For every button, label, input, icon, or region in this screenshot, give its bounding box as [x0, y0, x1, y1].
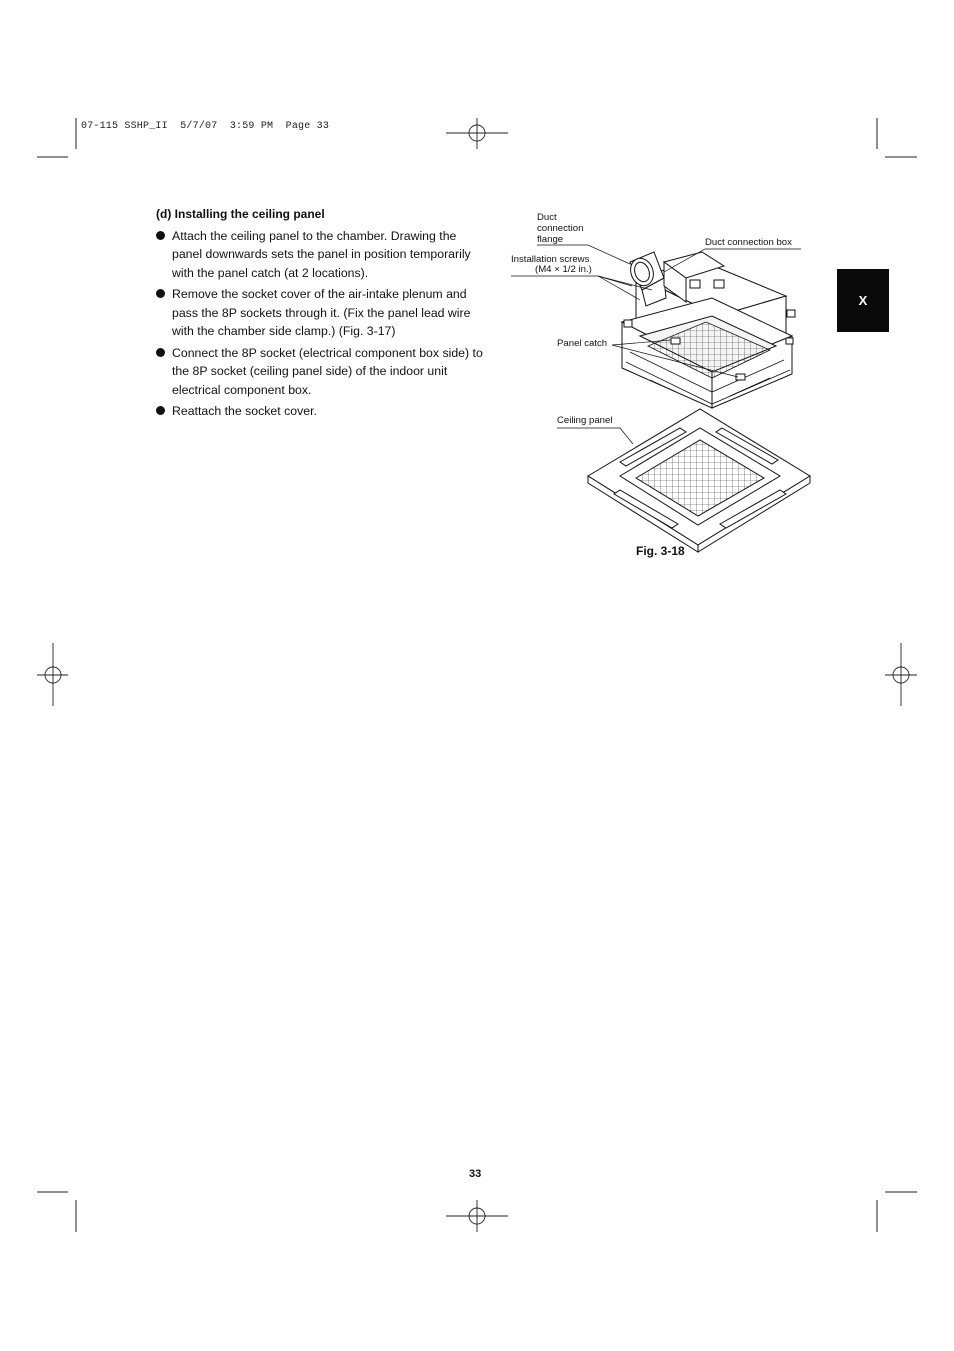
list-item: Attach the ceiling panel to the chamber. Drawing the panel downwards sets the panel in position temporarily with the panel catch (at 2 locations).: [156, 227, 486, 282]
figure-caption: Fig. 3-18: [636, 544, 685, 558]
label-duct-flange-line3: flange: [537, 234, 564, 245]
print-slug: 07-115 SSHP_II 5/7/07 3:59 PM Page 33: [81, 121, 330, 132]
list-item: Reattach the socket cover.: [156, 402, 486, 420]
label-duct-box: Duct connection box: [705, 237, 792, 248]
list-item: Remove the socket cover of the air-intake plenum and pass the 8P sockets through it. (Fix the panel lead wire with the chamber side clamp.) (Fig. 3-17): [156, 285, 486, 340]
label-panel-catch: Panel catch: [557, 338, 608, 349]
list-item: Connect the 8P socket (electrical component box side) to the 8P socket (ceiling panel side) of the indoor unit electrical component box.: [156, 344, 486, 399]
duct-flange: [627, 252, 666, 306]
label-screws-line1: Installation screws: [511, 254, 590, 265]
label-duct-flange-line2: connection: [537, 223, 584, 234]
section-heading: (d) Installing the ceiling panel: [156, 207, 325, 221]
page-number: 33: [469, 1168, 482, 1180]
ceiling-panel: [588, 409, 810, 552]
label-screws-line2: (M4 × 1/2 in.): [535, 264, 592, 275]
label-ceiling-panel: Ceiling panel: [557, 415, 613, 426]
label-duct-flange-line1: Duct: [537, 212, 557, 223]
section-tab: X: [837, 269, 889, 332]
